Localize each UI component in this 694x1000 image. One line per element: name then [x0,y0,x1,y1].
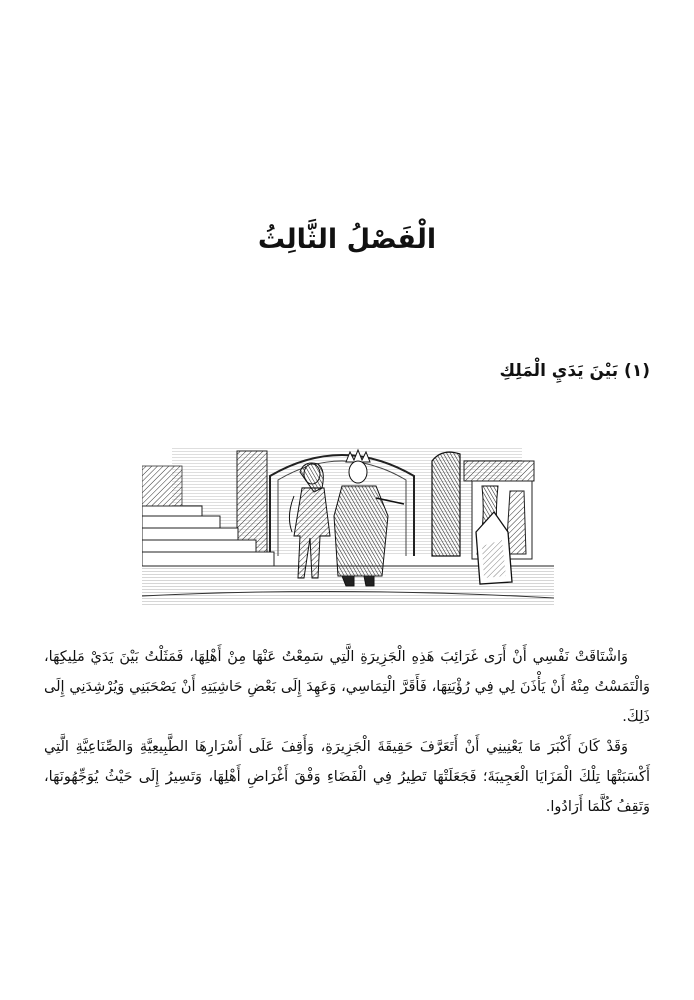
body-text [44,642,650,822]
engraving-image [142,436,554,606]
chapter-illustration [142,436,554,606]
chapter-title: الْفَصْلُ الثَّالِثُ [257,224,437,255]
section-heading: (١) بَيْنَ يَدَيِ الْمَلِكِ [499,361,650,381]
paragraph: وَقَدْ كَانَ أَكْبَرَ مَا يَعْنِينِي أَنْ أَتَعَرَّفَ حَقِيقَةَ الْجَزِيرَةِ، وَأَقِفَ عَلَى أَسْرَارِهَا الطَّبِيعِيَّةِ وَالصِّنَاعِيَّةِ الَّتِي أَكْسَبَتْهَا تِلْكَ الْمَزَايَا الْعَجِيبَةَ؛ فَجَعَلَتْهَا تَطِيرُ فِي الْفَضَاءِ وَفْقَ أَغْرَاضِ أَهْلِهَا، وَتَسِيرُ إِلَى حَيْثُ يُوَجِّهُونَهَا، وَتَقِفُ كُلَّمَا أَرَادُوا. [44,739,650,815]
paragraph: وَاشْتَاقَتْ نَفْسِي أَنْ أَرَى غَرَائِبَ هَذِهِ الْجَزِيرَةِ الَّتِي سَمِعْتُ عَنْهَا مِنْ أَهْلِهَا، فَمَثَلْتُ بَيْنَ يَدَيْ مَلِيكِهَا، وَالْتَمَسْتُ مِنْهُ أَنْ يَأْذَنَ لِي فِي رُؤْيَتِهَا، فَأَقَرَّ الْتِمَاسِي، وَعَهِدَ إِلَى بَعْضِ حَاشِيَتِهِ أَنْ يَصْحَبَنِي وَيُرْشِدَنِي إِلَى ذَلِكَ. [44,649,650,725]
